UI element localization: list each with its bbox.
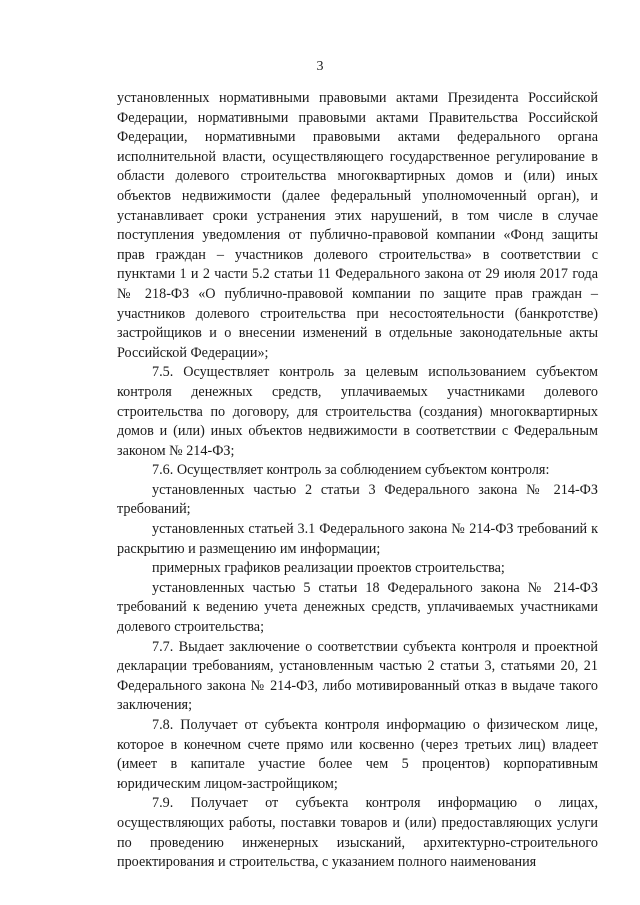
- paragraph-7-6-item-1: установленных частью 2 статьи 3 Федерального закона № 214-ФЗ требований;: [117, 481, 598, 518]
- paragraph-7-5: 7.5. Осуществляет контроль за целевым использованием субъектом контроля денежных средств, уплачиваемых участниками долевого строительства по договору, для строительства (создания) многоквартирных домов и (или) иных объектов недвижимости в соответствии с Федеральным законом № 214-ФЗ;: [117, 364, 598, 459]
- paragraph-continuation: установленных нормативными правовыми актами Президента Российской Федерации, нормативными правовыми актами Правительства Российской Федерации, нормативными правовыми актами федерального органа исполнительной власти, осуществляющего государственное регулирование в области долевого строительства многоквартирных домов и (или) иных объектов недвижимости (далее федеральный уполномоченный орган), и устанавливает сроки устранения этих нарушений, в том числе в случае поступления уведомления от публично-правовой компании «Фонд защиты прав граждан – участников долевого строительства» в соответствии с пунктами 1 и 2 части 5.2 статьи 11 Федерального закона от 29 июля 2017 года № 218-ФЗ «О публично-правовой компании по защите прав граждан – участников долевого строительства при несостоятельности (банкротстве) застройщиков и о внесении изменений в отдельные законодательные акты Российской Федерации»;: [117, 90, 598, 361]
- paragraph-7-6: 7.6. Осуществляет контроль за соблюдением субъектом контроля:: [152, 462, 550, 479]
- paragraph-7-9: 7.9. Получает от субъекта контроля информацию о лицах, осуществляющих работы, поставки товаров и (или) предоставляющих услуги по проведению инженерных изысканий, архитектурно-строительного проектирования и строительства, с указанием полного наименования: [117, 795, 598, 871]
- paragraph-7-7: 7.7. Выдает заключение о соответствии субъекта контроля и проектной декларации требованиям, установленным частью 2 статьи 3, статьями 20, 21 Федерального закона № 214-ФЗ, либо мотивированный отказ в выдаче такого заключения;: [117, 638, 598, 714]
- paragraph-7-6-item-3: примерных графиков реализации проектов строительства;: [152, 560, 505, 577]
- paragraph-7-6-item-2: установленных статьей 3.1 Федерального закона № 214-ФЗ требований к раскрытию и размещению им информации;: [117, 521, 598, 557]
- paragraph-7-8: 7.8. Получает от субъекта контроля информацию о физическом лице, которое в конечном счете прямо или косвенно (через третьих лиц) владеет (имеет в капитале участие более чем 5 процентов) корпоративным юридическим лицом-застройщиком;: [117, 717, 598, 792]
- paragraph-7-6-item-4: установленных частью 5 статьи 18 Федерального закона № 214-ФЗ требований к ведению учета денежных средств, уплачиваемых участниками долевого строительства;: [117, 579, 598, 636]
- page-number: 3: [316, 59, 324, 74]
- document-body: [117, 89, 598, 873]
